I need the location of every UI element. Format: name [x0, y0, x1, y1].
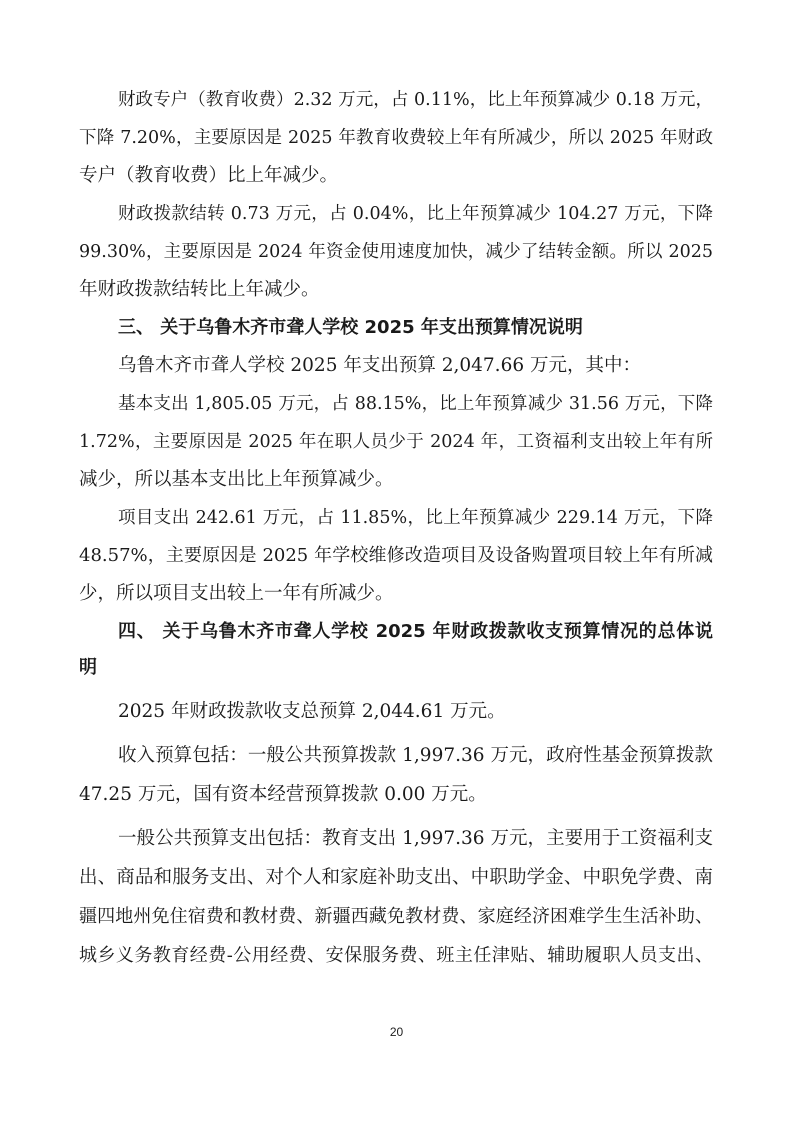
paragraph-line: 47.25 万元，国有资本经营预算拨款 0.00 万元。: [79, 784, 487, 805]
paragraph-line: 财政拨款结转 0.73 万元，占 0.04%，比上年预算减少 104.27 万元，下降: [118, 204, 713, 224]
paragraph-line: 基本支出 1,805.05 万元，占 88.15%，比上年预算减少 31.56 万元，下降: [118, 394, 713, 414]
paragraph-line: 99.30%，主要原因是 2024 年资金使用速度加快，减少了结转金额。所以 2025: [79, 242, 713, 262]
paragraph-line: 下降 7.20%，主要原因是 2025 年教育收费较上年有所减少，所以 2025 年财政: [79, 128, 713, 148]
paragraph-line: 48.57%，主要原因是 2025 年学校维修改造项目及设备购置项目较上年有所减: [79, 545, 713, 566]
paragraph-line: 乌鲁木齐市聋人学校 2025 年支出预算 2,047.66 万元，其中：: [118, 355, 641, 376]
paragraph-line: 项目支出 242.61 万元，占 11.85%，比上年预算减少 229.14 万元，下降: [118, 508, 713, 528]
paragraph-line: 减少，所以基本支出比上年预算减少。: [79, 469, 394, 490]
paragraph-line: 一般公共预算支出包括：教育支出 1,997.36 万元，主要用于工资福利支: [118, 828, 713, 849]
paragraph-line: 城乡义务教育经费-公用经费、安保服务费、班主任津贴、辅助履职人员支出、: [79, 945, 713, 966]
paragraph-line: 收入预算包括：一般公共预算拨款 1,997.36 万元，政府性基金预算拨款: [118, 745, 713, 766]
paragraph-line: 财政专户（教育收费）2.32 万元，占 0.11%，比上年预算减少 0.18 万元，: [118, 90, 713, 110]
paragraph-line: 少，所以项目支出较上一年有所减少。: [79, 583, 394, 604]
paragraph-line: 疆四地州免住宿费和教材费、新疆西藏免教材费、家庭经济困难学生生活补助、: [79, 906, 713, 927]
paragraph-line: 专户（教育收费）比上年减少。: [79, 165, 339, 186]
section-heading: 明: [79, 657, 97, 678]
paragraph-line: 1.72%，主要原因是 2025 年在职人员少于 2024 年，工资福利支出较上年有所: [79, 432, 713, 452]
section-heading: 四、 关于乌鲁木齐市聋人学校 2025 年财政拨款收支预算情况的总体说: [118, 621, 713, 642]
page-number: 20: [389, 1025, 404, 1039]
paragraph-line: 年财政拨款结转比上年减少。: [79, 279, 320, 300]
paragraph-line: 2025 年财政拨款收支总预算 2,044.61 万元。: [118, 701, 506, 722]
section-heading: 三、 关于乌鲁木齐市聋人学校 2025 年支出预算情况说明: [118, 317, 583, 338]
paragraph-line: 出、商品和服务支出、对个人和家庭补助支出、中职助学金、中职免学费、南: [79, 867, 713, 888]
